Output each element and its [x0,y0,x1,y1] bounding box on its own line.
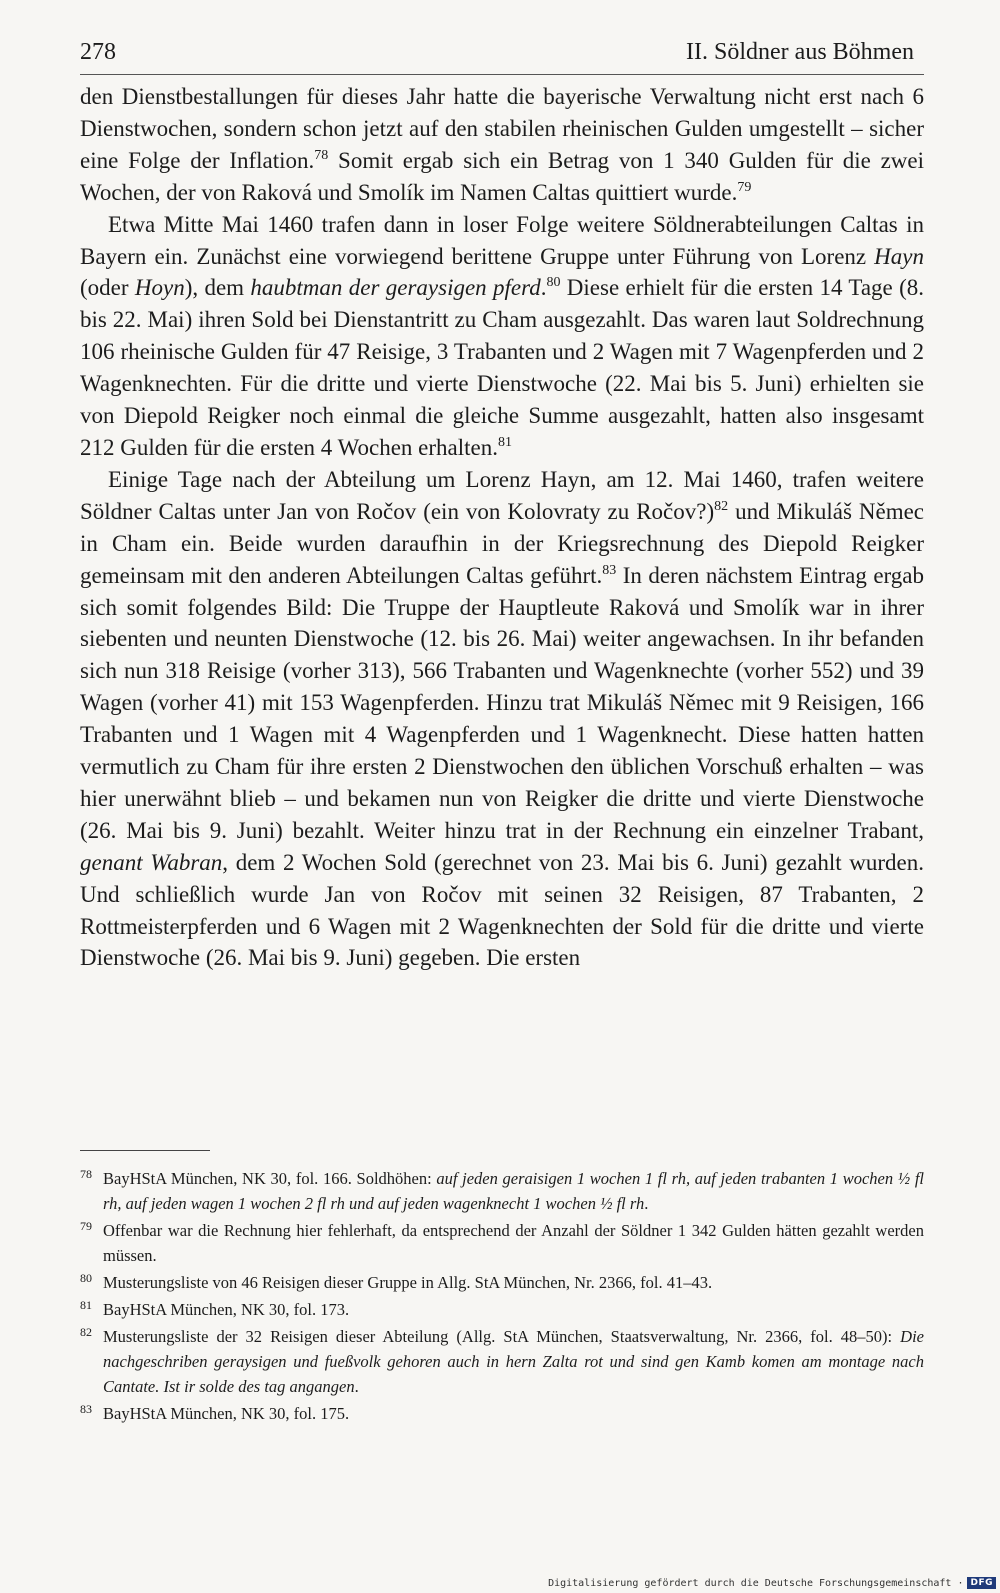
footnote-text: Musterungsliste der 32 Reisigen dieser Abteilung (Allg. StA München, Staatsverwaltung, Nr. 2366, fol. 48–50): [103,1327,901,1346]
footnote-80 [80,1270,924,1295]
footnote-text: BayHStA München, NK 30, fol. 173. [103,1300,350,1319]
footnote-ref-83[interactable]: 83 [602,562,617,578]
text-run: Etwa Mitte Mai 1460 trafen dann in loser Folge weitere Söldnerabteilungen Caltas in Bayern ein. Zunächst eine vorwiegend berittene Gruppe unter Führung von Lorenz [80,211,924,269]
italic-name: Hayn [874,243,924,269]
footnote-ref-79[interactable]: 79 [737,179,752,195]
page [80,38,924,974]
footnote-number: 78 [80,1167,92,1181]
footnote-text: BayHStA München, NK 30, fol. 175. [103,1404,350,1423]
running-title: II. Söldner aus Böhmen [686,39,914,65]
footnote-divider [80,1150,210,1151]
italic-name: Hoyn [134,275,185,301]
text-run: Somit ergab sich ein Betrag von 1 340 Gulden für die zwei Wochen, der von Raková und Smolík im Namen Caltas quittiert wurde. [80,147,925,205]
text-run: und Mikuláš Němec in Cham ein. Beide wurden daraufhin in der Kriegsrechnung des Diepold Reigker gemeinsam mit den anderen Abteilungen Caltas geführt. [80,498,925,588]
page-number: 278 [80,39,116,65]
footnote-text: Musterungsliste von 46 Reisigen dieser Gruppe in Allg. StA München, Nr. 2366, fol. 41–43. [103,1273,713,1292]
footnote-82 [80,1324,924,1399]
footnote-text: Offenbar war die Rechnung hier fehlerhaft, da entsprechend der Anzahl der Söldner 1 342 Gulden hätten gezahlt werden müssen. [103,1221,924,1265]
text-run: (oder [80,275,135,301]
paragraph-2 [80,209,924,464]
footnote-quote: auf jeden geraisigen 1 wochen 1 fl rh, auf jeden trabanten 1 wochen ½ fl rh, auf jeden wagen 1 wochen 2 fl rh und auf jeden wagenknecht 1 wochen ½ fl rh [103,1169,924,1213]
footnote-ref-81[interactable]: 81 [497,434,512,450]
footnote-ref-82[interactable]: 82 [714,498,729,514]
footnote-number: 80 [80,1271,92,1285]
italic-quote: genant Wabran [80,849,223,875]
footnote-number: 81 [80,1298,92,1312]
text-run: In deren nächstem Eintrag ergab sich somit folgendes Bild: Die Truppe der Hauptleute Raková und Smolík war in ihrer siebenten und neunten Dienstwoche (12. bis 26. Mai) weiter angewachsen. In ihr befanden sich nun 318 Reisige (vorher 313), 566 Trabanten und Wagenknechte (vorher 552) und 39 Wagen (vorher 41) mit 153 Wagenpferden. Hinzu trat Mikuláš Němec mit 9 Reisigen, 166 Trabanten und 1 Wagen mit 4 Wagenpferden und 1 Wagenknecht. Diese hatten hatten vermutlich zu Cham für ihre ersten 2 Dienstwochen den üblichen Vorschuß erhalten – was hier unerwähnt blieb – und bekamen nun von Reigker die dritte und vierte Dienstwoche (26. Mai bis 9. Juni) bezahlt. Weiter hinzu trat in der Rechnung ein einzelner Trabant, [80,562,924,843]
footnote-number: 83 [80,1402,92,1416]
footnotes [80,1166,924,1428]
footnote-78 [80,1166,924,1216]
footnote-number: 82 [80,1325,92,1339]
running-head [80,38,924,75]
footnote-text: . [354,1377,359,1396]
footnote-text: . [644,1194,649,1213]
text-run: Einige Tage nach der Abteilung um Lorenz Hayn, am 12. Mai 1460, trafen weitere Söldner Caltas unter Jan von Ročov (ein von Kolovraty zu Ročov?) [80,466,924,524]
footnote-number: 79 [80,1219,92,1233]
dfg-logo-icon: DFG [967,1577,996,1589]
text-run: , dem 2 Wochen Sold (gerechnet von 23. Mai bis 6. Juni) gezahlt wurden. Und schließlich wurde Jan von Ročov mit seinen 32 Reisigen, 87 Trabanten, 2 Rottmeisterpferden und 6 Wagen mit 2 Wagenknechten der Sold für die dritte und vierte Dienstwoche (26. Mai bis 9. Juni) gegeben. Die ersten [80,849,924,971]
digitization-credit [548,1577,996,1589]
footnote-quote: Die nachgeschriben geraysigen und fueßvolk gehoren auch in hern Zalta rot und sind gen Kamb komen am montage nach Cantate. Ist ir solde des tag angangen [103,1327,924,1396]
italic-quote: haubtman der geraysigen pferd [250,275,541,301]
credit-text: Digitalisierung gefördert durch die Deutsche Forschungsgemeinschaft · [548,1577,964,1589]
footnote-ref-78[interactable]: 78 [314,147,329,163]
text-run: ), dem [184,275,251,301]
footnote-ref-80[interactable]: 80 [546,275,561,291]
text-run: Diese erhielt für die ersten 14 Tage (8. bis 22. Mai) ihren Sold bei Dienstantritt zu Cham ausgezahlt. Das waren laut Soldrechnung 106 rheinische Gulden für 47 Reisige, 3 Trabanten und 2 Wagen mit 7 Wagenpferden und 2 Wagenknechten. Für die dritte und vierte Dienstwoche (22. Mai bis 5. Juni) erhielten sie von Diepold Reigker noch einmal die gleiche Summe ausgezahlt, hatten also insgesamt 212 Gulden für die ersten 4 Wochen erhalten. [80,275,924,460]
text-run: . [540,275,547,301]
footnote-text: BayHStA München, NK 30, fol. 166. Soldhöhen: [103,1169,437,1188]
text-run: den Dienstbestallungen für dieses Jahr hatte die bayerische Verwaltung nicht erst nach 6 Dienstwochen, sondern schon jetzt auf den stabilen rheinischen Gulden umgestellt – sicher eine Folge der Inflation. [80,84,924,173]
body-text [80,81,924,974]
paragraph-1 [80,81,924,209]
footnote-81 [80,1297,924,1322]
footnote-83 [80,1401,924,1426]
footnote-79 [80,1218,924,1268]
paragraph-3 [80,464,924,975]
